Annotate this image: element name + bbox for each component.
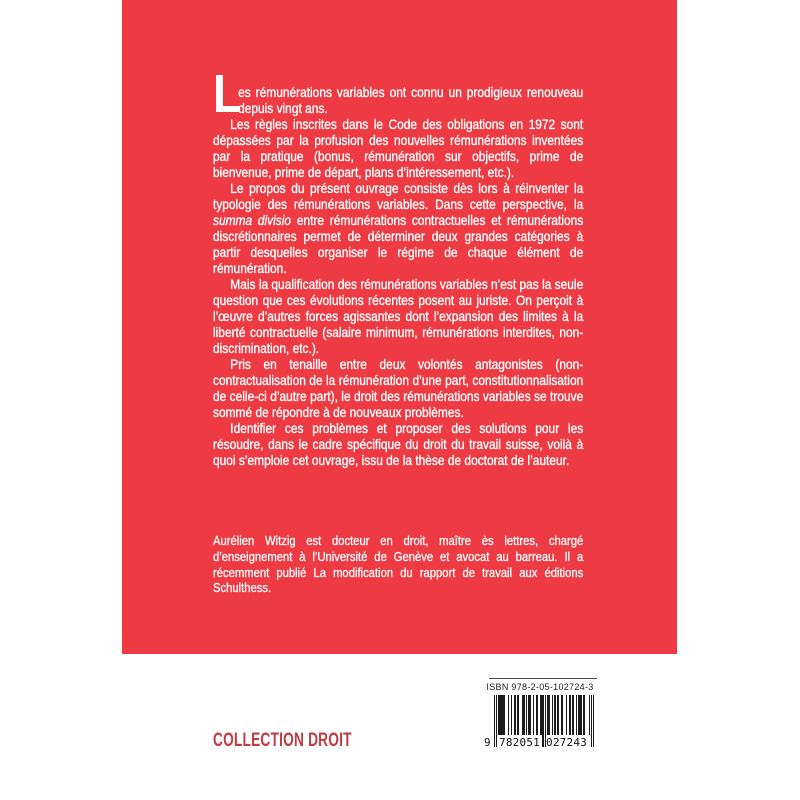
barcode-bar — [552, 695, 553, 735]
barcode-bar — [583, 695, 584, 735]
barcode-bar — [569, 695, 571, 735]
barcode-bar — [522, 695, 524, 735]
barcode-bar — [593, 695, 594, 747]
barcode-bar — [496, 695, 497, 747]
barcode-bar — [511, 695, 512, 735]
text-run: Aurélien Witzig est docteur en droit, maître ès lettres, chargé d’enseignement à l’Université de Genève et avocat au barreau. Il a récemment publié La modification du rapport de travail aux éditions Schulthess. — [213, 533, 584, 596]
barcode-bar — [514, 695, 516, 735]
barcode-bar — [591, 695, 592, 747]
barcode-top-rule — [489, 678, 597, 679]
barcode-bar — [517, 695, 519, 735]
paragraph — [213, 64, 584, 124]
text-run: Mais la qualification des rémunérations variables n’est pas la seule question que ces évolutions récentes posent au juriste. On perçoit à l’œuvre d’autres forces agissantes dont l’expansion des limites à la liberté contractuelle (salaire minimum, rémunérations interdites, non-discrimination, etc.). — [213, 277, 584, 356]
text-run: Les règles inscrites dans le Code des obligations en 1972 sont dépassées par la profusion des nouvelles rémunérations inventées par la pratique (bonus, rémunération sur objectifs, prime de bienvenue, prime de départ, plans d’intéressement, etc.). — [213, 117, 584, 180]
paragraph — [213, 117, 583, 181]
isbn-label: ISBN 978-2-05-102724-3 — [486, 682, 594, 692]
barcode-bar — [547, 695, 550, 735]
barcode-bar — [572, 695, 574, 735]
paragraph — [213, 421, 583, 469]
collection-label: COLLECTION DROIT — [213, 730, 352, 751]
barcode-digits-left: 782051 — [499, 736, 540, 749]
red-cover-panel — [122, 0, 677, 654]
barcode-bar — [494, 695, 495, 747]
barcode-bar — [528, 695, 531, 735]
text-run: Le propos du présent ouvrage consiste dès lors à réinventer la typologie des rémunérations variables. Dans cette perspective, la — [213, 181, 584, 212]
barcode-bar — [554, 695, 556, 735]
paragraph — [213, 277, 583, 357]
text-run: Identifier ces problèmes et proposer des solutions pour les résoudre, dans le cadre spécifique du droit du travail suisse, voilà à quoi s’emploie cet ouvrage, issu de la thèse de doctorat de l’auteur. — [213, 421, 584, 468]
drop-cap-letter: L — [213, 64, 242, 124]
paragraph — [213, 181, 583, 277]
barcode-bar — [502, 695, 504, 735]
barcode-bar — [589, 695, 590, 735]
isbn-barcode — [483, 678, 597, 748]
barcode-digits-right: 027243 — [546, 736, 587, 749]
barcode-bar — [561, 695, 562, 735]
text-run: es rémunérations variables ont connu un prodigieux renouveau depuis vingt ans. — [238, 85, 584, 116]
barcode-bar — [542, 695, 543, 747]
paragraph — [213, 357, 583, 421]
text-run: Pris en tenaille entre deux volontés antagonistes (non-contractualisation de la rémunération d’une part, constitutionnalisation de celle-ci d’autre part), le droit des rémunérations variables se trouve sommé de répondre à de nouveaux problèmes. — [213, 357, 584, 420]
barcode-bar — [526, 695, 527, 735]
barcode-bar — [540, 695, 541, 735]
barcode-bar — [536, 695, 538, 735]
text-run: entre rémunérations contractuelles et rémunérations discrétionnaires permet de déterminer deux grandes catégories à partir desquelles organiser le régime de chaque élément de rémunération. — [213, 213, 584, 276]
barcode-bar — [498, 695, 501, 735]
paragraph — [213, 533, 583, 596]
barcode-bar — [578, 695, 581, 735]
barcode-bar — [508, 695, 509, 735]
barcode-bar — [566, 695, 567, 735]
barcode-bar — [576, 695, 577, 735]
italic-phrase: summa divisio — [213, 213, 292, 228]
barcode-bar — [533, 695, 534, 735]
barcode-bar — [557, 695, 559, 735]
author-bio — [213, 533, 583, 596]
barcode-digit-first: 9 — [484, 736, 491, 749]
back-cover-blurb — [213, 64, 584, 469]
